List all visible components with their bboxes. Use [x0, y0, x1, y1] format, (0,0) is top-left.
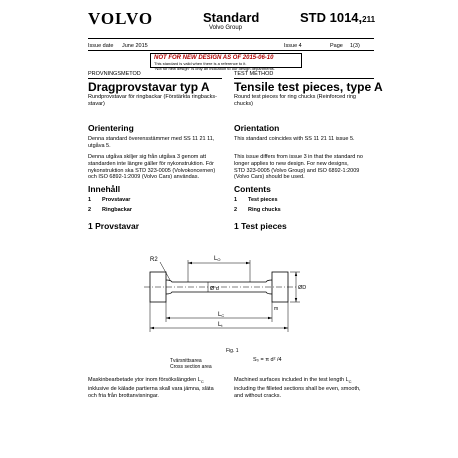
right-orient-line: longer applies to new design. For new designs, [234, 160, 349, 167]
cross-section-en: Cross section area [170, 364, 212, 370]
test-piece-drawing [138, 250, 310, 352]
m-label: m [274, 306, 279, 312]
left-subtitle-line2: stavar) [88, 100, 105, 107]
right-subtitle-line1: Round test pieces for ring chucks (Reinforced ring [234, 94, 356, 100]
not-for-new-design-notice [150, 53, 302, 71]
page-number: 1(3) [350, 43, 360, 49]
right-note-subscript: C [348, 379, 352, 385]
right-orient-line: (Volvo Cars) should be used. [234, 174, 305, 181]
right-toc-item-2[interactable] [234, 207, 281, 213]
standard-number-suffix: 211 [362, 15, 376, 24]
left-orient-line: och ISO 6892-1:2009 (Volvo Cars) användas. [88, 174, 199, 181]
left-note-line: inklusive de kälade partierna skall vara jämna, släta [88, 385, 214, 392]
arrowhead [166, 317, 170, 319]
toc-number: 1 [234, 197, 238, 203]
right-note-line [234, 377, 361, 386]
shank-bottom-edge [166, 292, 272, 294]
right-orient-line: STD 323-0005 (Volvo Group) and ISO 6892-1:2009 [234, 167, 360, 174]
left-subtitle [88, 94, 217, 107]
left-orientation-p1 [88, 136, 214, 150]
toc-number: 2 [234, 207, 238, 213]
lc-label [218, 312, 224, 318]
r2-leader [160, 262, 170, 280]
left-label-rule [88, 78, 222, 79]
left-note-line [88, 377, 214, 386]
lc-label-sub: C [221, 313, 225, 318]
issue-date: June 2015 [122, 43, 148, 49]
left-orient-line: standarden inte längre gäller för nykonstruktion. För [88, 160, 214, 167]
notice-headline: NOT FOR NEW DESIGN AS OF 2015-06-10 [154, 55, 274, 61]
right-machined-surfaces-note [234, 377, 361, 399]
right-orientation-p2 [234, 154, 363, 181]
right-toc-item-1[interactable] [234, 197, 278, 203]
left-note-subscript: C [200, 379, 204, 385]
lt-label [218, 322, 223, 328]
right-note-line: including the filleted sections shall be even, smooth, [234, 385, 361, 392]
left-orientation-p2 [88, 154, 215, 181]
right-note-line1: Machined surfaces included in the test length L [234, 377, 349, 383]
toc-number: 2 [88, 207, 92, 213]
standard-number-main: STD 1014, [300, 10, 363, 25]
meta-rule [88, 50, 374, 51]
right-orientation-p1: This standard coincides with SS 11 21 11 issue 5. [234, 136, 355, 142]
right-orient-line: This issue differs from issue 3 in that the standard no [234, 154, 363, 160]
issue-number: Issue 4 [284, 43, 302, 49]
right-title: Tensile test pieces, type A [234, 80, 383, 94]
document-type: Standard [203, 10, 260, 25]
cross-section-sv: Tvärsnittsarea [170, 358, 202, 364]
standard-number [300, 10, 375, 25]
shank-top-edge [166, 280, 272, 282]
arrowhead [295, 272, 297, 276]
left-section-1-heading: 1 Provstavar [88, 221, 140, 231]
arrowhead [150, 327, 154, 329]
left-toc-item-1[interactable] [88, 197, 131, 203]
document-owner: Volvo Group [209, 25, 243, 31]
toc-label: Provstavar [102, 197, 131, 203]
page-label: Page [330, 43, 343, 49]
lt-label-main: L [218, 322, 222, 328]
left-orient-line: Denna standard överensstämmer med SS 11 21 11, [88, 136, 215, 142]
right-section-label: TEST METHOD [234, 71, 274, 77]
right-contents-heading: Contents [234, 184, 271, 194]
arrowhead [295, 298, 297, 302]
right-subtitle-line2: chucks) [234, 100, 253, 107]
left-orient-line: nykonstruktion ska STD 323-0005 (Volvokoncernen) [88, 167, 216, 174]
right-note-line: and without cracks. [234, 392, 282, 399]
toc-number: 1 [88, 197, 92, 203]
left-machined-surfaces-note [88, 377, 214, 399]
left-note-line1: Maskinbearbetade ytor inom försökslängden L [88, 377, 201, 383]
lo-label [214, 256, 220, 262]
notice-line-indication: "Not for new design" is only an indication to our design departments. [154, 65, 275, 71]
left-title: Dragprovstavar typ A [88, 80, 210, 94]
toc-label: Ring chucks [248, 207, 281, 213]
left-note-line: och fria från brottanvisningar. [88, 392, 159, 399]
left-orient-line: Denna utgåva skiljer sig från utgåva 3 genom att [88, 154, 207, 160]
right-label-rule [234, 78, 374, 79]
D-label: ØD [298, 285, 307, 291]
cross-section-formula: S₀ = π d² /4 [253, 357, 282, 363]
figure-caption: Fig. 1 [226, 348, 239, 354]
toc-label: Ringbackar [102, 207, 132, 213]
left-subtitle-line1: Rundprovstavar för ringbackar (Förstärkta ringbacks- [88, 94, 217, 100]
left-contents-heading: Innehåll [88, 184, 121, 194]
notice-line-validity: This standard is valid when there is a reference to it. [154, 61, 247, 66]
right-orientation-heading: Orientation [234, 123, 280, 133]
header-rule [88, 38, 374, 39]
toc-label: Test pieces [248, 197, 278, 203]
arrowhead [246, 262, 250, 264]
issue-date-label: Issue date [88, 43, 114, 49]
right-section-1-heading: 1 Test pieces [234, 221, 287, 231]
d-label: Ø d [210, 286, 219, 292]
r2-label: R2 [150, 257, 158, 263]
arrowhead [284, 327, 288, 329]
lo-label-sub: O [217, 257, 221, 262]
volvo-logo: VOLVO [88, 9, 154, 28]
left-orient-line: utgåva 5. [88, 142, 111, 149]
arrowhead [188, 262, 192, 264]
left-orientation-heading: Orientering [88, 123, 134, 133]
left-toc-item-2[interactable] [88, 207, 132, 213]
lt-label-sub: t [221, 323, 223, 328]
right-subtitle [234, 94, 356, 107]
lo-label-main: L [214, 256, 218, 262]
arrowhead [268, 317, 272, 319]
left-section-label: PROVNINGSMETOD [88, 71, 141, 77]
lc-label-main: L [218, 312, 222, 318]
